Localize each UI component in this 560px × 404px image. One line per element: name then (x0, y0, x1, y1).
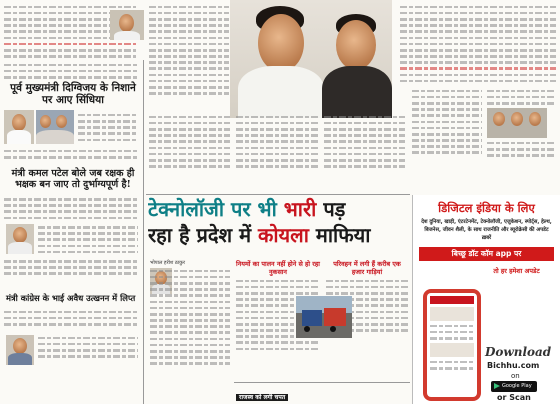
bichhu-advertisement[interactable] (412, 195, 560, 404)
top-article-center (146, 0, 232, 112)
headline-line2-start: रहा है प्रदेश में (148, 223, 259, 247)
photo-coal-trucks (296, 296, 352, 338)
right-upper-text (408, 86, 560, 190)
byline: भोपाल हरीश ठाकुर (150, 260, 185, 266)
top-article-right (396, 0, 560, 86)
ad-body: देश दुनिया, खाड़ी, एंटरटेनमेंट, टेक्नोलॉजी, एजुकेशन, स्पोर्ट्स, हेल्थ, बिजनेस, जीवन शैली, के साथ राजनीति और ब्यूरोक्रेसी की अपडेट ख़बरें (421, 219, 552, 241)
ad-title: डिजिटल इंडिया के लिए (438, 201, 535, 215)
google-play-label: Google Play (502, 383, 532, 389)
google-play-badge[interactable] (491, 381, 537, 392)
main-headline (148, 197, 410, 259)
subhead-rules: नियमों का पालन नहीं होने से हो रहा नुकसान (236, 260, 320, 276)
headline-word-bhari: भारी (283, 197, 317, 221)
ad-on: on (511, 372, 520, 380)
ad-download: Download (485, 345, 552, 359)
headline-illegal-mining: मंत्री कांग्रेस के भाई अवैध उत्खनन में लिप्त (6, 293, 136, 304)
top-left-thumbnail (110, 10, 144, 40)
bottom-strip (234, 382, 410, 404)
headline-word-technology: टेक्नोलॉजी पर भी (148, 197, 284, 221)
play-triangle-icon (494, 383, 500, 389)
headline-word-koyla: कोयला (258, 223, 309, 247)
ad-or-scan: or Scan (497, 393, 531, 402)
subhead-vehicles: परिवहन में लगी हैं करीब एक हजार गाड़ियां (333, 260, 401, 276)
main-story-top-rule (146, 194, 410, 195)
news-photo-two-leaders (230, 0, 392, 118)
headline-kamal-patel: मंत्री कमल पटेल बोले जब रक्षक ही भक्षक बन जाए तो दुर्भाग्यपूर्ण है! (11, 168, 135, 191)
left-column (0, 60, 142, 404)
phone-mockup (423, 289, 481, 401)
photo-digvijay (4, 110, 34, 144)
middle-upper-text (146, 112, 408, 192)
headline-word-mafia: माफिया (308, 223, 371, 247)
headline-word-pad: पड़ (316, 197, 346, 221)
ad-cta: तो हर हमेशा अपडेट (493, 267, 540, 275)
ad-brand-line: बिच्छू डॉट कॉम app पर (419, 247, 554, 261)
headline-digvijay: पूर्व मुख्यमंत्री दिग्विजय के निशाने पर आए सिंधिया (10, 82, 136, 107)
main-story-col1 (148, 258, 232, 404)
strip-label: राजस्व को लगी चपत (236, 394, 288, 401)
ad-site[interactable]: Bichhu.com (487, 361, 540, 370)
left-divider (143, 60, 144, 404)
photo-kamal-patel (6, 224, 34, 254)
photo-group (36, 110, 74, 144)
photo-right-small (487, 108, 547, 138)
photo-minister (6, 335, 34, 365)
